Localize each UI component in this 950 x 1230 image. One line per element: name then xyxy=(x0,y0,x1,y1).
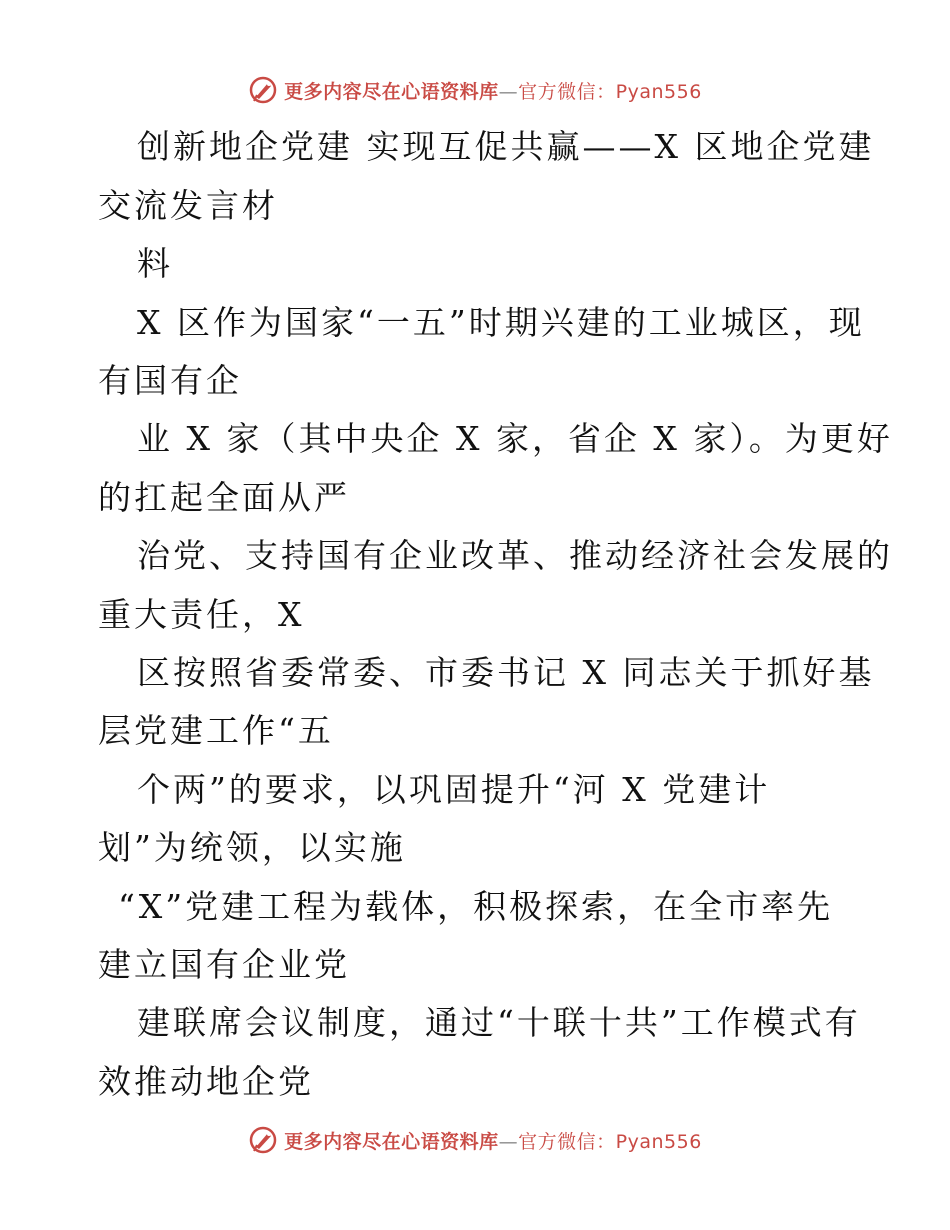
paragraph-line: 重大责任，X xyxy=(98,595,305,634)
paragraph-line: 业 X 家（其中央企 X 家，省企 X 家）。为更好 xyxy=(137,419,893,458)
title-line-3: 料 xyxy=(137,244,173,283)
banner-separator: — xyxy=(498,80,519,103)
paragraph-line: X 区作为国家“一五”时期兴建的工业城区，现 xyxy=(137,303,865,342)
banner-separator: — xyxy=(498,1130,519,1153)
paragraph-line: 建立国有企业党 xyxy=(98,945,350,984)
paragraph-line: 的扛起全面从严 xyxy=(98,478,350,517)
paragraph-line: 治党、支持国有企业改革、推动经济社会发展的 xyxy=(137,536,893,575)
quill-pen-logo-icon xyxy=(248,1125,278,1155)
banner-brand-text: 更多内容尽在心语资料库 xyxy=(284,1130,499,1153)
paragraph-line: 层党建工作“五 xyxy=(98,711,334,750)
header-banner xyxy=(0,72,950,108)
paragraph-line: 划”为统领，以实施 xyxy=(98,828,406,867)
paragraph-line: 区按照省委常委、市委书记 X 同志关于抓好基 xyxy=(137,653,875,692)
banner-wechat-text: 官方微信：Pyan556 xyxy=(518,1130,702,1153)
paragraph-line: 建联席会议制度，通过“十联十共”工作模式有 xyxy=(137,1003,861,1042)
paragraph-line: 效推动地企党 xyxy=(98,1062,314,1101)
paragraph-line: “X”党建工程为载体，积极探索，在全市率先 xyxy=(118,887,834,926)
quill-pen-logo-icon xyxy=(248,75,278,105)
paragraph-line: 有国有企 xyxy=(98,361,242,400)
title-line-1: 创新地企党建 实现互促共赢——X 区地企党建 xyxy=(137,127,875,166)
title-line-2: 交流发言材 xyxy=(98,186,278,225)
banner-text xyxy=(284,1127,702,1154)
paragraph-line: 个两”的要求，以巩固提升“河 X 党建计 xyxy=(137,770,771,809)
banner-brand-text: 更多内容尽在心语资料库 xyxy=(284,80,499,103)
banner-wechat-text: 官方微信：Pyan556 xyxy=(518,80,702,103)
footer-banner xyxy=(0,1122,950,1158)
banner-text xyxy=(284,77,702,104)
